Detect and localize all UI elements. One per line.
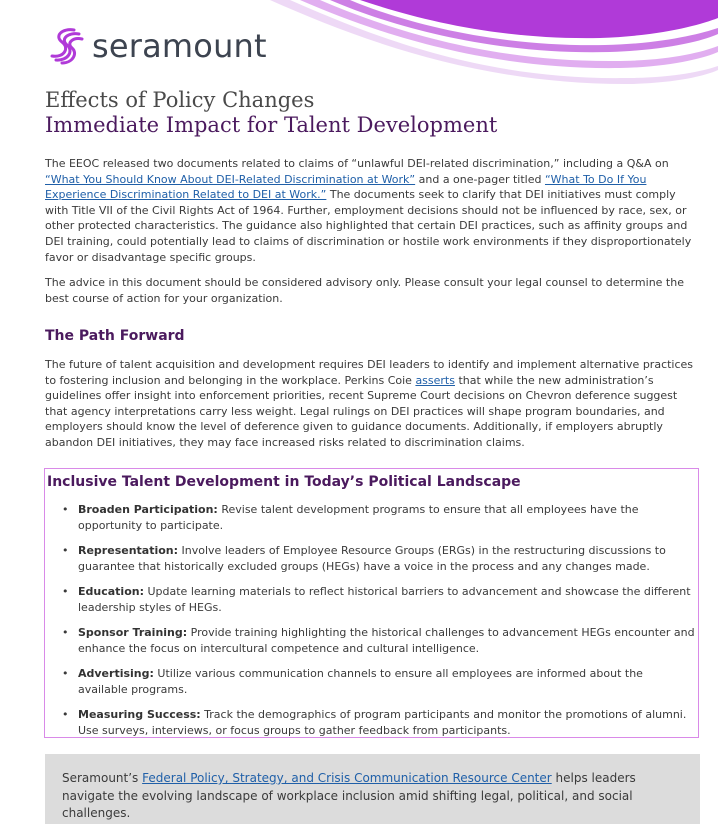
resource-center-callout: [45, 754, 700, 824]
list-item: [45, 707, 700, 748]
list-item: [45, 584, 700, 625]
list-item-text: Utilize various communication channels to ensure all employees are informed about the available programs.: [78, 667, 643, 696]
list-item-text: Update learning materials to reflect historical barriers to advancement and showcase the different leadership styles of HEGs.: [78, 585, 691, 614]
list-item-term: Broaden Participation:: [78, 503, 218, 516]
advisory-paragraph: The advice in this document should be considered advisory only. Please consult your legal counsel to determine the best course of action for your organization.: [45, 276, 684, 305]
list-item-term: Advertising:: [78, 667, 154, 680]
resource-center-text: [62, 770, 672, 823]
list-item-term: Sponsor Training:: [78, 626, 188, 639]
asserts-link[interactable]: asserts: [415, 373, 455, 387]
list-item: [45, 502, 700, 543]
bullet-icon: •: [62, 585, 69, 598]
inclusive-talent-box: [44, 468, 699, 738]
intro-paragraph: [45, 156, 701, 265]
bullet-icon: •: [62, 503, 69, 516]
page-title: Effects of Policy Changes: [45, 88, 315, 112]
list-item-text: Involve leaders of Employee Resource Groups (ERGs) in the restructuring discussions to guarantee that historically excluded groups (HEGs) have a voice in the process and any changes made.: [78, 544, 666, 573]
resource-center-link[interactable]: Federal Policy, Strategy, and Crisis Communication Resource Center: [142, 771, 552, 785]
path-forward-text-2: that while the new administration’s guidelines offer insight into enforcement priorities, recent Supreme Court decisions on Chevron deference suggest that agency interpretations carry less weight. Legal rulings on DEI practices will shape program boundaries, and employers should know the level of deference given to guidance documents. Additionally, if employers abruptly abandon DEI initiatives, they may face increased risks related to discrimination claims.: [45, 373, 678, 449]
list-item-term: Education:: [78, 585, 144, 598]
list-item-text: Revise talent development programs to ensure that all employees have the opportunity to participate.: [78, 503, 639, 532]
list-item: [45, 625, 700, 666]
list-item: [45, 666, 700, 707]
path-forward-heading: The Path Forward: [45, 328, 185, 344]
bullet-icon: •: [62, 667, 69, 680]
intro-text-3: The documents seek to clarify that DEI initiatives must comply with Title VII of the Civil Rights Act of 1964. Further, employment decisions should not be influenced by race, sex, or other protected characteristics. The guidance also highlighted that certain DEI practices, such as affinity groups and DEI training, could potentially lead to claims of discrimination or hostile work environments if they disproportionately favor or disadvantage specific groups.: [45, 188, 692, 264]
path-forward-paragraph: [45, 357, 701, 451]
footer-text-2: helps leaders navigate the evolving landscape of workplace inclusion amid shifting legal, political, and social challenges.: [62, 771, 636, 820]
seramount-logo: [44, 24, 267, 68]
list-item-term: Representation:: [78, 544, 179, 557]
list-item: [45, 543, 700, 584]
logo-wordmark: seramount: [92, 27, 267, 65]
dei-discrimination-qa-link[interactable]: “What You Should Know About DEI-Related Discrimination at Work”: [45, 172, 416, 186]
bullet-icon: •: [62, 544, 69, 557]
intro-text-2: and a one-pager titled: [415, 172, 545, 186]
list-item-term: Measuring Success:: [78, 708, 201, 721]
dei-one-pager-link[interactable]: “What To Do If You Experience Discrimination Related to DEI at Work.”: [45, 172, 647, 202]
intro-text-1: The EEOC released two documents related to claims of “unlawful DEI-related discrimination,” including a Q&A on: [45, 157, 669, 170]
bullet-icon: •: [62, 708, 69, 721]
seramount-logo-icon: [44, 24, 88, 68]
path-forward-text-1: The future of talent acquisition and development requires DEI leaders to identify and implement alternative practices to fostering inclusion and belonging in the workplace. Perkins Coie: [45, 358, 694, 387]
list-item-text: Provide training highlighting the historical challenges to advancement HEGs encounter and enhance the focus on intercultural competence and cultural intelligence.: [78, 626, 695, 655]
page-subtitle: Immediate Impact for Talent Development: [45, 113, 498, 137]
inclusive-talent-heading: Inclusive Talent Development in Today’s Political Landscape: [47, 474, 521, 490]
inclusive-talent-list: [45, 502, 700, 748]
list-item-text: Track the demographics of program participants and monitor the promotions of alumni. Use surveys, interviews, or focus groups to gather feedback from participants.: [78, 708, 687, 737]
bullet-icon: •: [62, 626, 69, 639]
footer-text-1: Seramount’s: [62, 771, 143, 785]
